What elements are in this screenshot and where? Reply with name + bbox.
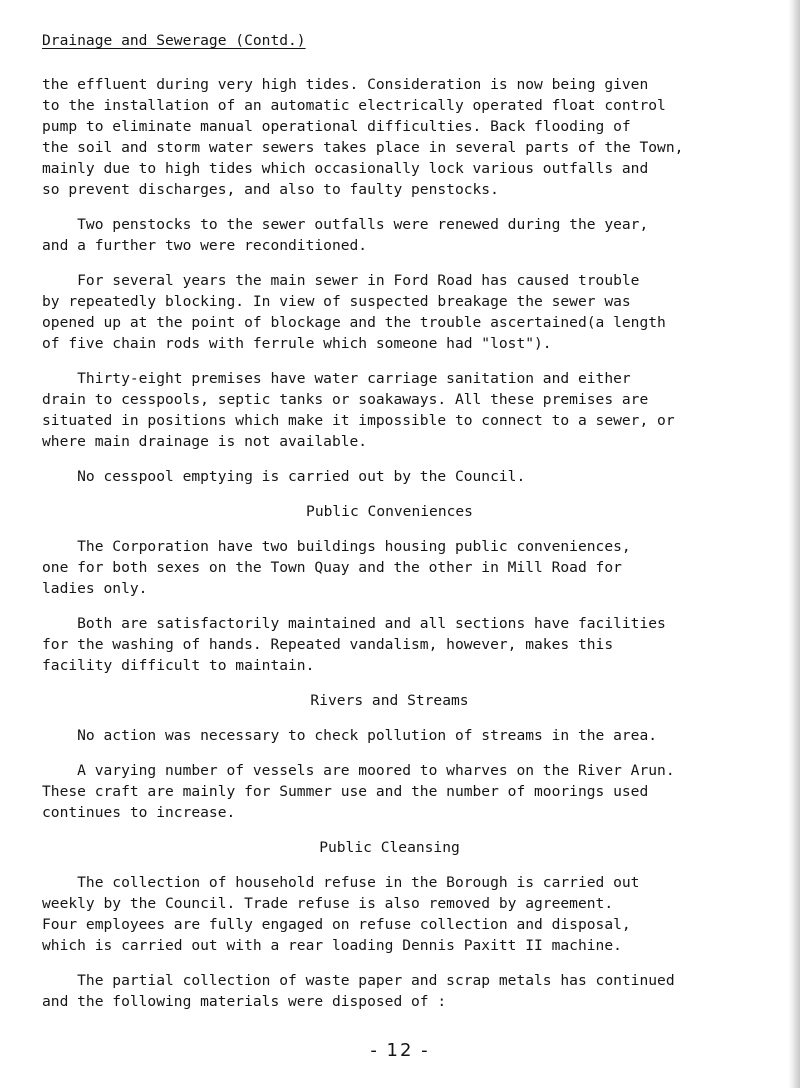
paragraph-cesspools: Thirty-eight premises have water carriage sanitation and either drain to cesspools, septic tanks or soakaways. All these premises are situated in positions which make it impossible to connect to a sewer, or where main drainage is not available. — [42, 370, 675, 450]
heading-public-conveniences-text: Public Conveniences — [306, 503, 473, 520]
paragraph-ford-road-sewer: For several years the main sewer in Ford Road has caused trouble by repeatedly blocking. In view of suspected breakage the sewer was opened up at the point of blockage and the trouble ascertained(a length of five chain rods with ferrule which someone had "lost"). — [42, 272, 666, 352]
paragraph-refuse-collection: The collection of household refuse in the Borough is carried out weekly by the Council. Trade refuse is also removed by agreement. Four employees are fully engaged on refuse collection and disposal, which is carried out with a rear loading Dennis Paxitt II machine. — [42, 874, 640, 954]
paragraph-stream-pollution: No action was necessary to check pollution of streams in the area. — [42, 727, 658, 744]
heading-public-cleansing — [42, 837, 787, 858]
paragraph-cesspool-emptying: No cesspool emptying is carried out by the Council. — [42, 468, 526, 485]
paragraph-penstocks: Two penstocks to the sewer outfalls were renewed during the year, and a further two were reconditioned. — [42, 216, 649, 254]
running-head: Drainage and Sewerage (Contd.) — [42, 32, 306, 49]
page-edge-shadow — [788, 0, 800, 1088]
paragraph-conveniences-maintenance: Both are satisfactorily maintained and all sections have facilities for the washing of hands. Repeated vandalism, however, makes this facility difficult to maintain. — [42, 615, 666, 674]
paragraph-waste-paper: The partial collection of waste paper and scrap metals has continued and the following materials were disposed of : — [42, 972, 675, 1010]
page-body — [42, 30, 787, 1026]
paragraph-conveniences-buildings: The Corporation have two buildings housing public conveniences, one for both sexes on the Town Quay and the other in Mill Road for ladies only. — [42, 538, 631, 597]
heading-rivers-streams — [42, 690, 787, 711]
heading-public-cleansing-text: Public Cleansing — [319, 839, 460, 856]
page-number: - 12 - — [370, 1040, 430, 1061]
heading-public-conveniences — [42, 501, 787, 522]
paragraph-effluent: the effluent during very high tides. Consideration is now being given to the installation of an automatic electrically operated float control pump to eliminate manual operational difficulties. Back flooding of the soil and storm water sewers takes place in several parts of the Town, mainly due to high tides which occasionally lock various outfalls and so prevent discharges, and also to faulty penstocks. — [42, 76, 684, 198]
paragraph-vessels-moored: A varying number of vessels are moored to wharves on the River Arun. These craft are mainly for Summer use and the number of moorings used continues to increase. — [42, 762, 675, 821]
heading-rivers-streams-text: Rivers and Streams — [310, 692, 469, 709]
